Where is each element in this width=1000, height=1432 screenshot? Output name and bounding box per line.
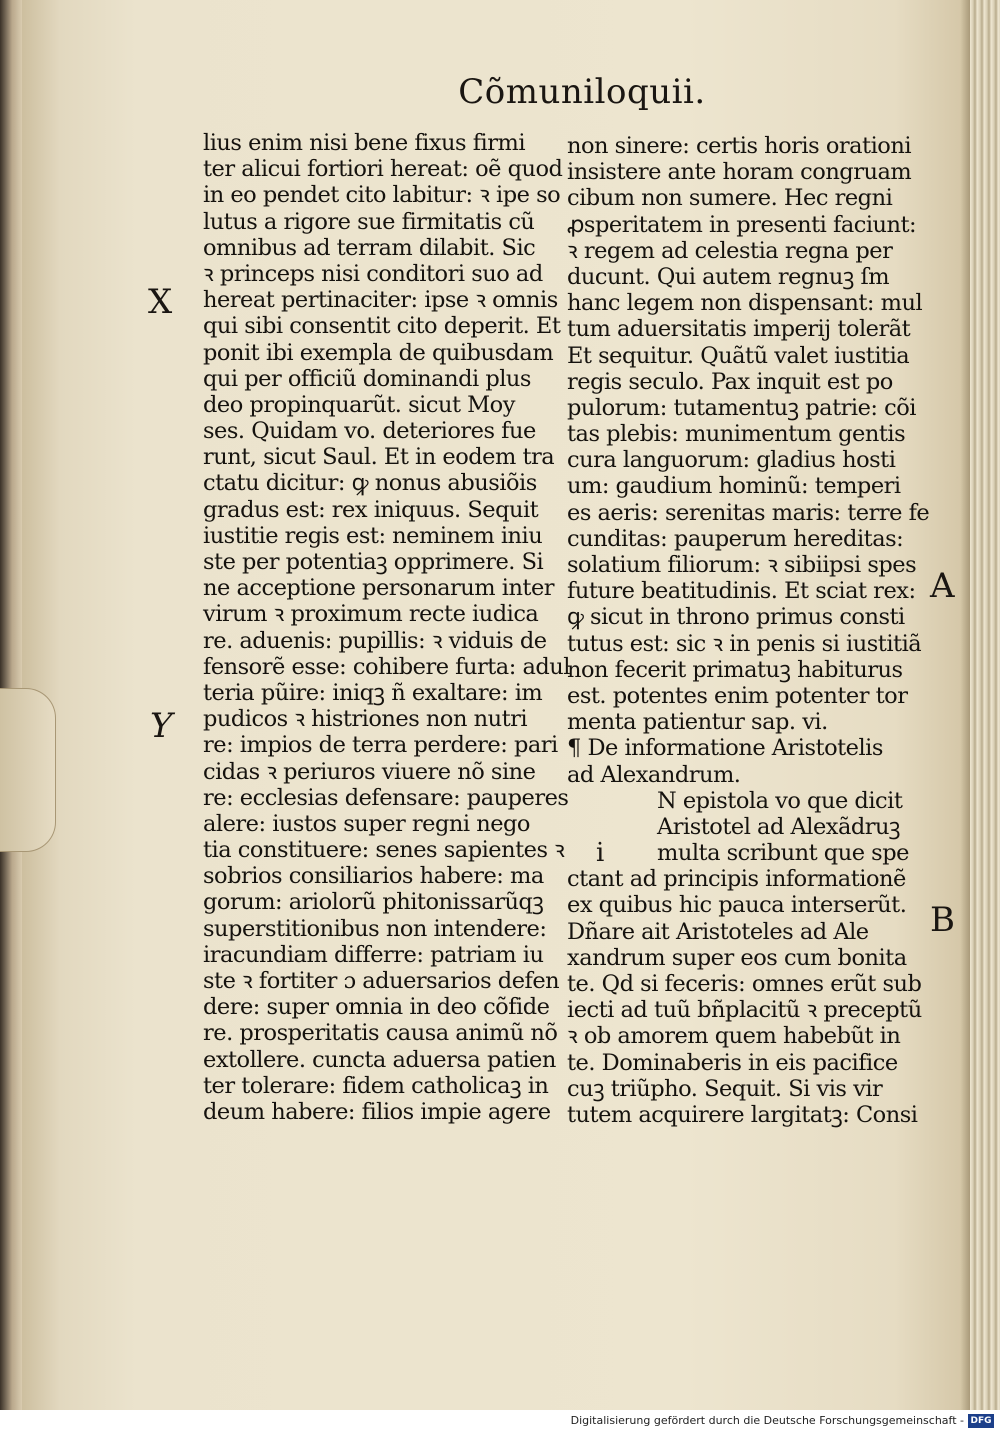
text-line: hereat pertinaciter: ipse ꝛ omnis [203,287,558,314]
text-line: ctatu dicitur: ꝙ nonus abusiõis [203,470,537,497]
text-line: xandrum super eos cum bonita [567,944,907,971]
text-line: lius enim nisi bene fixus firmi [203,130,526,156]
text-line: ne acceptione personarum inter [203,575,555,602]
marginal-letter-x: X [148,282,173,322]
text-line: tutem acquirere largitatꝫ: Consi [567,1101,918,1128]
text-line: regis seculo. Pax inquit est po [567,368,893,395]
text-line: ex quibus hic pauca interserũt. [567,892,907,919]
text-line: ꝛ regem ad celestia regna per [567,237,893,264]
text-column-right [567,133,930,1128]
page-edges-stack [970,0,1000,1410]
text-line: N epistola vo que dicit [657,787,903,814]
text-line: ꝓsperitatem in presenti faciunt: [567,211,917,238]
text-line: superstitionibus non intendere: [203,915,547,942]
text-line: ꝙ sicut in throno primus consti [567,604,905,631]
text-line: in eo pendet cito labitur: ꝛ ipe so [203,182,561,209]
dfg-logo: DFG [968,1414,994,1428]
text-line: insistere ante horam congruam [567,159,912,186]
marginal-letter-a: A [930,566,955,606]
text-line: iustitie regis est: neminem iniu [203,522,543,549]
marginal-letter-i: i [596,838,605,868]
text-line: hanc legem non dispensant: mul [567,290,923,317]
text-line: ses. Quidam vo. deteriores fue [203,418,536,445]
text-line: ctant ad principis informationẽ [567,866,906,893]
text-line: re: impios de terra perdere: pari [203,732,558,759]
text-line: non fecerit primatuꝫ habiturus [567,656,903,683]
text-line: non sinere: certis horis orationi [567,133,912,159]
text-line: tutus est: sic ꝛ in penis si iustitiã [567,630,922,657]
text-line: ¶ De informatione Aristotelis [567,735,883,762]
text-line: tia constituere: senes sapientes ꝛ [203,837,565,864]
text-line: Aristotel ad Alexãdruꝫ [657,813,901,840]
text-column-left [203,130,570,1125]
text-line: virum ꝛ proximum recte iudica [203,601,539,628]
text-line: menta patientur sap. vi. [567,709,828,736]
text-line: te. Dominaberis in eis pacifice [567,1049,898,1076]
text-line: qui sibi consentit cito deperit. Et [203,313,561,340]
book-clip [0,688,56,852]
text-line: re. prosperitatis causa animũ nõ [203,1020,558,1047]
text-line: deo propinquarũt. sicut Moy [203,391,515,418]
text-line: teria pũire: iniqꝫ ñ exaltare: im [203,679,543,706]
text-line: ꝛ princeps nisi conditori suo ad [203,260,543,287]
text-line: dere: super omnia in deo cõfide [203,994,550,1021]
text-line: cibum non sumere. Hec regni [567,185,893,212]
text-line: Et sequitur. Quãtũ valet iustitia [567,342,910,369]
text-line: ter alicui fortiori hereat: oẽ quod [203,156,563,183]
text-line: runt, sicut Saul. Et in eodem tra [203,444,555,471]
text-line: gradus est: rex iniquus. Sequit [203,496,539,523]
text-line: ste per potentiaꝫ opprimere. Si [203,549,544,575]
text-line: ducunt. Qui autem regnuꝫ ſm [567,263,890,290]
text-line: cidas ꝛ periuros viuere nõ sine [203,758,536,785]
text-line: deum habere: filios impie agere [203,1098,551,1125]
text-line: te. Qd si feceris: omnes erũt sub [567,971,922,997]
text-line: ad Alexandrum. [567,761,741,788]
text-line: pudicos ꝛ histriones non nutri [203,706,528,733]
text-line: Dñare ait Aristoteles ad Ale [567,918,869,945]
text-line: cura languorum: gladius hosti [567,447,896,474]
text-line: extollere. cuncta aduersa patien [203,1046,556,1073]
text-line: re. aduenis: pupillis: ꝛ viduis de [203,627,547,654]
text-line: um: gaudium hominũ: temperi [567,473,901,500]
marginal-letter-y: Y [150,706,173,746]
text-line: sobrios consiliarios habere: ma [203,863,544,890]
page-fold-shadow [960,0,970,1410]
text-line: cuꝫ triũpho. Sequit. Si vis vir [567,1075,883,1102]
text-line: multa scribunt que spe [657,840,909,867]
text-line: qui per officiũ dominandi plus [203,365,531,392]
text-line: re: ecclesias defensare: pauperes [203,784,569,811]
text-line: ponit ibi exempla de quibusdam [203,339,554,366]
text-line: tum aduersitatis imperij tolerãt [567,316,911,343]
footer-bar [0,1410,1000,1432]
text-line: ter tolerare: fidem catholicaꝫ in [203,1072,549,1099]
text-line: ꝛ ob amorem quem habebũt in [567,1023,901,1050]
text-line: iecti ad tuũ bñplacitũ ꝛ preceptũ [567,997,922,1024]
text-line: iracundiam differre: patriam iu [203,941,544,968]
text-line: cunditas: pauperum hereditas: [567,525,904,552]
text-line: pulorum: tutamentuꝫ patrie: cõi [567,394,916,421]
text-line: ste ꝛ fortiter ɔ aduersarios defen [203,968,560,994]
text-line: tas plebis: munimentum gentis [567,421,906,448]
marginal-letter-b: B [930,900,955,940]
text-line: omnibus ad terram dilabit. Sic [203,234,536,261]
text-line: future beatitudinis. Et sciat rex: [567,578,916,605]
text-line: gorum: ariolorũ phitonissarũqꝫ [203,889,544,916]
text-line: solatium filiorum: ꝛ sibiipsi spes [567,552,917,578]
footer-credit: Digitalisierung gefördert durch die Deutsche Forschungsgemeinschaft - [570,1414,964,1427]
running-head: Cõmuniloquii. [458,72,706,112]
text-line: alere: iustos super regni nego [203,810,530,837]
text-line: lutus a rigore sue firmitatis cũ [203,208,535,235]
text-line: est. potentes enim potenter tor [567,682,908,709]
text-line: es aeris: serenitas maris: terre fe [567,499,930,526]
text-line: fensorẽ esse: cohibere furta: adul [203,653,570,680]
